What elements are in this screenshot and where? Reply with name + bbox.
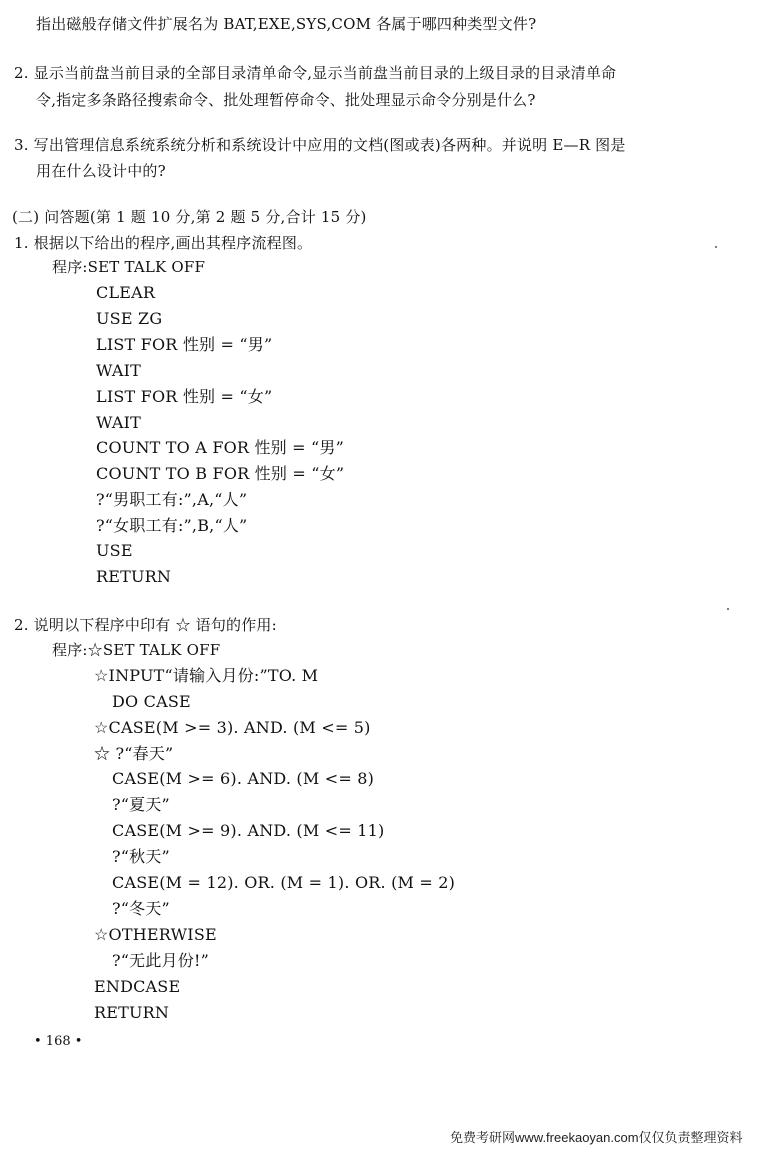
section-heading: (二) 问答题(第 1 题 10 分,第 2 题 5 分,合计 15 分) [12, 208, 367, 226]
question-text: 指出磁般存储文件扩展名为 BAT,EXE,SYS,COM 各属于哪四种类型文件? [36, 15, 537, 33]
code-line: CLEAR [96, 283, 156, 302]
code-line: ?“无此月份!” [112, 951, 209, 970]
code-line: USE ZG [96, 309, 163, 328]
code-line: ?“男职工有:”,A,“人” [96, 490, 248, 509]
code-line: DO CASE [112, 692, 191, 711]
code-line: CASE(M >= 6). AND. (M <= 8) [112, 769, 375, 788]
scan-speck [715, 246, 717, 248]
code-line: ENDCASE [94, 977, 181, 996]
code-line: ?“秋天” [112, 847, 170, 866]
code-line: USE [96, 541, 133, 560]
code-line: WAIT [96, 361, 141, 380]
code-line: ?“夏天” [112, 795, 170, 814]
question-3-line-1: 3. 写出管理信息系统系统分析和系统设计中应用的文档(图或表)各两种。并说明 E—R 图是 [14, 136, 626, 154]
program-1-label: 程序:SET TALK OFF [52, 258, 206, 276]
code-line: COUNT TO A FOR 性别 = “男” [96, 438, 345, 457]
code-line: ?“冬天” [112, 899, 170, 918]
page-number: • 168 • [34, 1034, 83, 1049]
code-line: COUNT TO B FOR 性别 = “女” [96, 464, 345, 483]
essay-question-2: 2. 说明以下程序中印有 ☆ 语句的作用: [14, 616, 277, 634]
program-2-label: 程序:☆SET TALK OFF [52, 641, 221, 659]
essay-question-1: 1. 根据以下给出的程序,画出其程序流程图。 [14, 234, 313, 252]
code-line: ?“女职工有:”,B,“人” [96, 516, 248, 535]
code-line: RETURN [96, 567, 172, 586]
code-line: RETURN [94, 1003, 170, 1022]
question-2-line-1: 2. 显示当前盘当前目录的全部目录清单命令,显示当前盘当前目录的上级目录的目录清单命 [14, 64, 617, 82]
question-2-line-2: 令,指定多条路径搜索命令、批处理暂停命令、批处理显示命令分别是什么? [36, 91, 536, 109]
code-line: ☆CASE(M >= 3). AND. (M <= 5) [94, 718, 371, 737]
code-line: ☆INPUT“请输入月份:”TO. M [94, 666, 319, 685]
code-line: LIST FOR 性别 = “男” [96, 335, 273, 354]
scan-speck [727, 608, 729, 610]
code-line: ☆ ?“春天” [94, 744, 174, 763]
code-line: WAIT [96, 413, 141, 432]
code-line: ☆OTHERWISE [94, 925, 217, 944]
code-line: CASE(M = 12). OR. (M = 1). OR. (M = 2) [112, 873, 456, 892]
watermark: 免费考研网www.freekaoyan.com仅仅负责整理资料 [450, 1130, 743, 1145]
code-line: CASE(M >= 9). AND. (M <= 11) [112, 821, 385, 840]
code-line: LIST FOR 性别 = “女” [96, 387, 273, 406]
question-3-line-2: 用在什么设计中的? [36, 162, 166, 180]
